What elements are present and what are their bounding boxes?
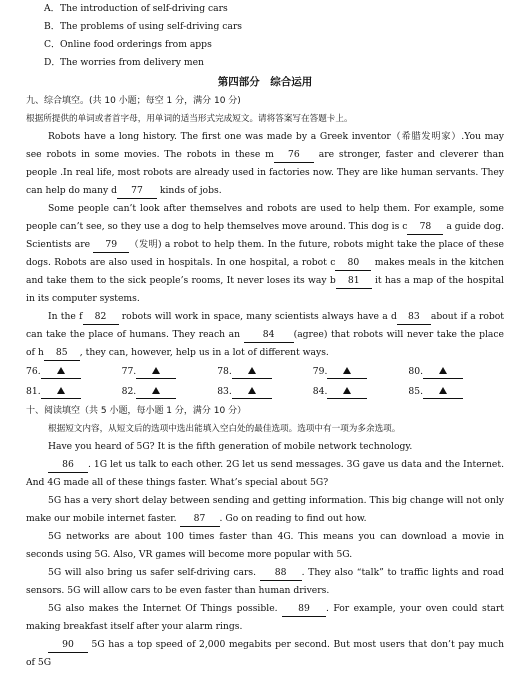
triangle-icon xyxy=(343,367,351,374)
option-a: A．The introduction of self-driving cars xyxy=(44,3,228,14)
triangle-icon xyxy=(57,367,65,374)
triangle-icon xyxy=(439,387,447,394)
blank-76: 76 xyxy=(274,148,314,163)
answer-cell xyxy=(408,382,504,402)
blank-83: 83 xyxy=(397,310,431,325)
cloze-paragraph-1 xyxy=(26,128,504,200)
cloze-paragraph-2 xyxy=(26,200,504,308)
answer-cell xyxy=(122,382,218,402)
blank-88: 88 xyxy=(260,566,302,581)
answer-number: 80. xyxy=(408,366,423,377)
text-segment: a guide dog. Scientists are xyxy=(26,221,505,250)
section10-instruction: 根据短文内容，从短文后的选项中选出能填入空白处的最佳选项。选项中有一项为多余选项。 xyxy=(48,424,401,434)
text-segment: about if a robot can take the place of humans. They reach an xyxy=(26,311,505,340)
answer-number: 79. xyxy=(312,366,328,377)
text-segment: it has a map of the hospital in its computer systems. xyxy=(26,275,504,304)
text-segment: . Go on reading to find out how. xyxy=(219,513,367,524)
blank-87: 87 xyxy=(180,512,220,527)
answer-line xyxy=(327,386,367,399)
text-segment: , they can, however, help us in a lot of different ways. xyxy=(79,347,329,358)
part4-heading: 第四部分 综合运用 xyxy=(217,76,313,88)
text-segment: 5G also makes the Internet Of Things possible. xyxy=(48,603,283,614)
triangle-icon xyxy=(248,367,256,374)
reading-paragraph-7 xyxy=(26,636,504,672)
answer-row-76-80 xyxy=(26,362,504,382)
answer-cell xyxy=(217,362,313,382)
answer-number: 83. xyxy=(217,386,232,397)
answer-cell xyxy=(408,362,504,382)
answer-line xyxy=(41,366,81,379)
text-segment: makes meals in the kitchen and take them to the sick people’s rooms, It never loses its way b xyxy=(26,257,504,286)
blank-81: 81 xyxy=(336,274,372,289)
cut-off-line xyxy=(26,636,504,668)
text-segment: . 1G let us talk to each other. 2G let us send messages. 3G gave us data and the Internet. And 4G made all of these things faster. What’s special about 5G? xyxy=(26,459,504,488)
blank-86: 86 xyxy=(48,458,88,473)
answer-number: 85. xyxy=(408,386,423,397)
text-segment: are stronger, faster and cleverer than people .In real life, most robots are already used in factories now. They are like human servants. They can help do many d xyxy=(26,149,504,196)
text-segment: In the f xyxy=(48,311,83,322)
text-segment: Some people can’t look after themselves and robots are used to help them. For example, some people can’t see, so they use a dog to help themselves move around. This dog is c xyxy=(26,203,504,232)
reading-paragraph-6 xyxy=(26,600,504,636)
answer-cell xyxy=(313,382,409,402)
blank-85: 85 xyxy=(44,346,80,361)
triangle-icon xyxy=(343,387,351,394)
blank-77: 77 xyxy=(117,184,157,199)
option-b: B．The problems of using self-driving cars xyxy=(44,21,243,32)
answer-number: 81. xyxy=(26,386,41,397)
answer-line xyxy=(136,386,176,399)
text-segment: . They also “talk” to traffic lights and road sensors. 5G will allow cars to be even faster than human drivers. xyxy=(26,567,504,596)
answer-cell xyxy=(217,382,313,402)
answer-number: 76. xyxy=(26,366,41,377)
answer-line xyxy=(41,386,81,399)
answer-line xyxy=(136,366,176,379)
section10-title: 十、阅读填空（共 5 小题，每小题 1 分，满分 10 分） xyxy=(26,406,247,416)
blank-82: 82 xyxy=(83,310,119,325)
blank-90: 90 xyxy=(48,638,88,653)
reading-paragraph-1 xyxy=(26,438,504,456)
answer-line xyxy=(232,366,272,379)
section9-title: 九、综合填空。(共 10 小题；每空 1 分，满分 10 分) xyxy=(26,96,241,106)
text-segment: (agree) that robots will never take the place of h xyxy=(26,329,504,358)
reading-paragraph-3 xyxy=(26,492,504,528)
blank-84: 84 xyxy=(244,328,294,343)
text-segment: 5G will also bring us safer self-driving cars. xyxy=(48,567,260,578)
triangle-icon xyxy=(439,367,447,374)
answer-options xyxy=(26,0,504,72)
text-segment: 5G has a top speed of 2,000 megabits per second. But most users that don’t pay much of 5G xyxy=(26,639,504,668)
text-segment: kinds of jobs. xyxy=(157,185,222,196)
answer-row-81-85 xyxy=(26,382,504,402)
cloze-paragraph-3 xyxy=(26,308,504,362)
answer-line xyxy=(327,366,367,379)
triangle-icon xyxy=(57,387,65,394)
triangle-icon xyxy=(152,367,160,374)
answer-number: 84. xyxy=(312,386,328,397)
answer-cell xyxy=(313,362,409,382)
option-c: C．Online food orderings from apps xyxy=(44,39,212,50)
blank-78: 78 xyxy=(407,220,443,235)
text-segment: . For example, your oven could start making breakfast itself after your alarm rings. xyxy=(26,603,504,632)
text-segment: 5G networks are about 100 times faster than 4G. This means you can download a movie in seconds using 5G. Also, VR games will become more popular with 5G. xyxy=(26,531,504,560)
answer-line xyxy=(423,366,463,379)
answer-number: 82. xyxy=(121,386,137,397)
answer-line xyxy=(232,386,272,399)
answer-number: 77. xyxy=(121,366,137,377)
reading-paragraph-2 xyxy=(26,456,504,492)
text-segment: （发明) a robot to help them. In the future, robots might take the place of these dogs. Robots are also used in hospitals. In one hospital, a robot c xyxy=(26,239,504,268)
reading-paragraph-4 xyxy=(26,528,504,564)
answer-number: 78. xyxy=(217,366,232,377)
answer-cell xyxy=(122,362,218,382)
section9-instruction: 根据所提供的单词或者首字母，用单词的适当形式完成短文。请将答案写在答题卡上。 xyxy=(26,114,353,124)
option-d: D．The worries from delivery men xyxy=(44,57,204,68)
triangle-icon xyxy=(152,387,160,394)
reading-paragraph-5 xyxy=(26,564,504,600)
text-segment: Have you heard of 5G? It is the fifth generation of mobile network technology. xyxy=(48,441,413,452)
blank-89: 89 xyxy=(282,602,326,617)
answer-cell xyxy=(26,382,122,402)
blank-79: 79 xyxy=(93,238,129,253)
text-segment: 5G has a very short delay between sending and getting information. This big change will not only make our mobile internet faster. xyxy=(26,495,504,524)
answer-line xyxy=(423,386,463,399)
blank-80: 80 xyxy=(335,256,371,271)
triangle-icon xyxy=(248,387,256,394)
answer-cell xyxy=(26,362,122,382)
text-segment: robots will work in space, many scientists always have a d xyxy=(118,311,397,322)
text-segment: Robots have a long history. The first one was made by a Greek inventor（希腊发明家）.You may see robots in some movies. The robots in these m xyxy=(26,131,504,160)
